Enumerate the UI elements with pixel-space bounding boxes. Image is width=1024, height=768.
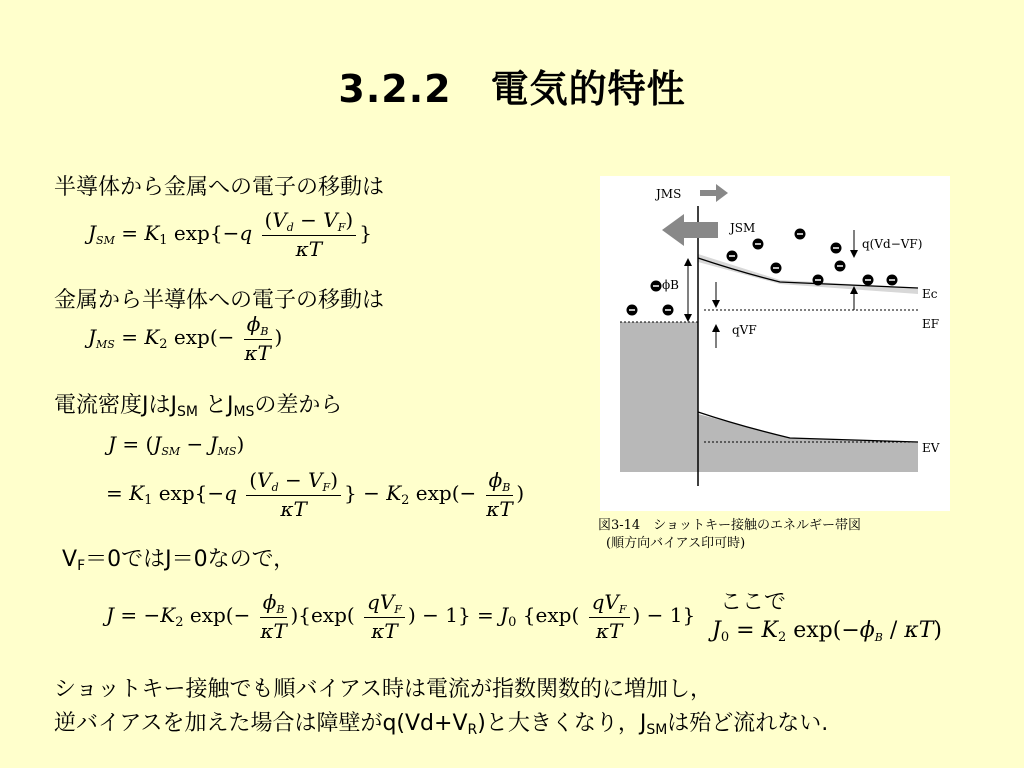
equation-j-expanded: = $K_1$ exp{−q $\frac{(V_d - V_F)}{\kappa T}$ } − $K_2$ exp(− $\frac{\phi_B}{\kappa T}$ )	[106, 468, 525, 521]
jms-label: JMS	[656, 187, 682, 201]
metal-region	[620, 322, 698, 472]
phib-label: ϕB	[662, 278, 679, 292]
equation-jms: $J_{MS} = K_2$ exp(− $\frac{\phi_B}{\kappa T}$ )	[88, 312, 283, 365]
jsm-label: JSM	[730, 221, 756, 235]
text-sm-to-metal: 半導体から金属への電子の移動は	[54, 175, 385, 200]
page-title: 3.2.2 電気的特性	[338, 67, 686, 111]
text-conclusion-1: ショットキー接触でも順バイアス時は電流が指数関数的に増加し，	[54, 677, 713, 702]
energy-band-diagram	[600, 176, 950, 511]
ec-label: Ec	[922, 287, 938, 301]
text-conclusion-2: 逆バイアスを加えた場合は障壁が$q(Vd+V_R)$と大きくなり，$J_{SM}$は殆ど流れない.	[54, 711, 829, 738]
text-current-density: 電流密度Jは$J_{SM}$ と$J_{MS}$の差から	[54, 393, 343, 420]
text-vf-zero: $V_F=0$ではJ＝0なので，	[62, 547, 296, 574]
figure-caption-1: 図3-14 ショットキー接触のエネルギー帯図	[598, 518, 861, 533]
text-metal-to-sm: 金属から半導体への電子の移動は	[54, 288, 385, 313]
equation-jsm: $J_{SM} = K_1$ exp{−q $\frac{(V_d - V_F)}{\kappa T}$ }	[88, 208, 372, 261]
text-kokode: ここで	[720, 590, 787, 615]
ef-label: EF	[922, 317, 940, 331]
qvdvf-label: q(Vd−VF)	[862, 237, 923, 251]
equation-j0: J0 = K2 $\exp(-\phi_B / \kappa T)$	[712, 618, 942, 645]
ev-label: EV	[922, 441, 940, 455]
equation-j-final: $J = -K_2$ exp(− $\frac{\phi_B}{\kappa T}$ ){exp( $\frac{qV_F}{\kappa T}$ ) − $1\} = J_0$ {exp( $\frac{qV_F}{\kappa T}$ ) − 1}	[106, 590, 696, 643]
figure-caption-2: (順方向バイアス印可時)	[606, 536, 746, 551]
qvf-label: qVF	[732, 323, 757, 337]
equation-j-diff: $J = (J_{SM} - J_{MS})$	[108, 432, 245, 458]
